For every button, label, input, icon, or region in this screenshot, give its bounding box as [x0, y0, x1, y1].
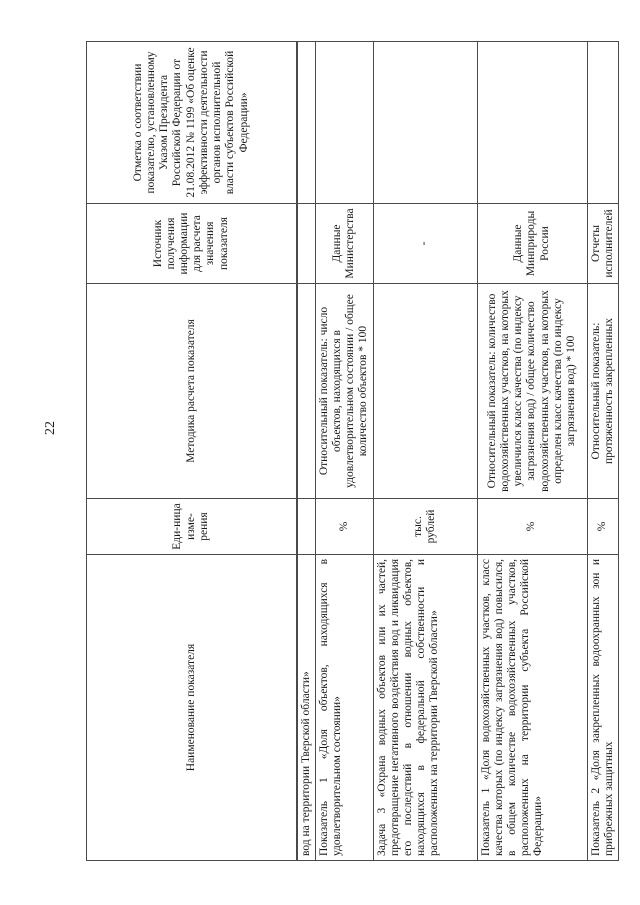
- cell-mark: [373, 42, 477, 204]
- cell-name: вод на территории Тверской области»: [297, 555, 316, 861]
- cell-method: Относительный показатель: количество водохозяйственных участков, на которых увеличился класс качества (по индексу загрязнения вод) / общее количество водохозяйственных участков, на которых определен класс качества (по индексу загрязнения вод) * 100: [477, 284, 587, 499]
- table-row: [587, 42, 618, 861]
- cell-method: [373, 284, 477, 499]
- cell-mark: [315, 42, 373, 204]
- table-header-row: [87, 42, 297, 861]
- page-number: 22: [43, 421, 58, 435]
- cell-method: Относительный показатель: протяженность закрепленных: [587, 284, 618, 499]
- header-name: Наименование показателя: [87, 555, 297, 861]
- indicators-table: [86, 41, 619, 861]
- table-row: [297, 42, 316, 861]
- cell-mark: [297, 42, 316, 204]
- cell-method: Относительный показатель: число объектов, находящихся в удовлетворительном состоянии / общее количество объектов * 100: [315, 284, 373, 499]
- cell-source: [297, 204, 316, 284]
- table-row: [477, 42, 587, 861]
- cell-source: Данные Министерства: [315, 204, 373, 284]
- cell-source: Отчеты исполнителей: [587, 204, 618, 284]
- cell-mark: [477, 42, 587, 204]
- cell-name: Показатель 1 «Доля объектов, находящихся в удовлетворительном состоянии»: [315, 555, 373, 861]
- rotated-table-wrapper: [86, 42, 615, 861]
- cell-name: Задача 3 «Охрана водных объектов или их частей, предотвращение негативного воздействия вод и ликвидация его последствий в отношении водных объектов, находящихся в федеральной собственности и расположенных на территории Тверской области»: [373, 555, 477, 861]
- cell-method: [297, 284, 316, 499]
- header-unit: Еди-ница изме-рения: [87, 499, 297, 555]
- cell-mark: [587, 42, 618, 204]
- cell-source: -: [373, 204, 477, 284]
- cell-unit: тыс. рублей: [373, 499, 477, 555]
- header-mark: Отметка о соответствии показателю, установленному Указом Президента Российской Федерации от 21.08.2012 № 1199 «Об оценке эффективности деятельности органов исполнительной власти субъектов Российской Федерации»: [87, 42, 297, 204]
- header-method: Методика расчета показателя: [87, 284, 297, 499]
- rotated-table-canvas: [86, 42, 615, 861]
- cell-unit: %: [587, 499, 618, 555]
- table-row: [373, 42, 477, 861]
- table-row: [315, 42, 373, 861]
- cell-unit: [297, 499, 316, 555]
- cell-name: Показатель 2 «Доля закрепленных водоохранных зон и прибрежных защитных: [587, 555, 618, 861]
- cell-name: Показатель 1 «Доля водохозяйственных участков, класс качества которых (по индексу загрязнения вод) повысился, в общем количестве водохозяйственных участков, расположенных на территории субъекта Российской Федерации»: [477, 555, 587, 861]
- cell-unit: %: [477, 499, 587, 555]
- header-source: Источник получения информации для расчета значения показателя: [87, 204, 297, 284]
- cell-unit: %: [315, 499, 373, 555]
- cell-source: Данные Минприроды России: [477, 204, 587, 284]
